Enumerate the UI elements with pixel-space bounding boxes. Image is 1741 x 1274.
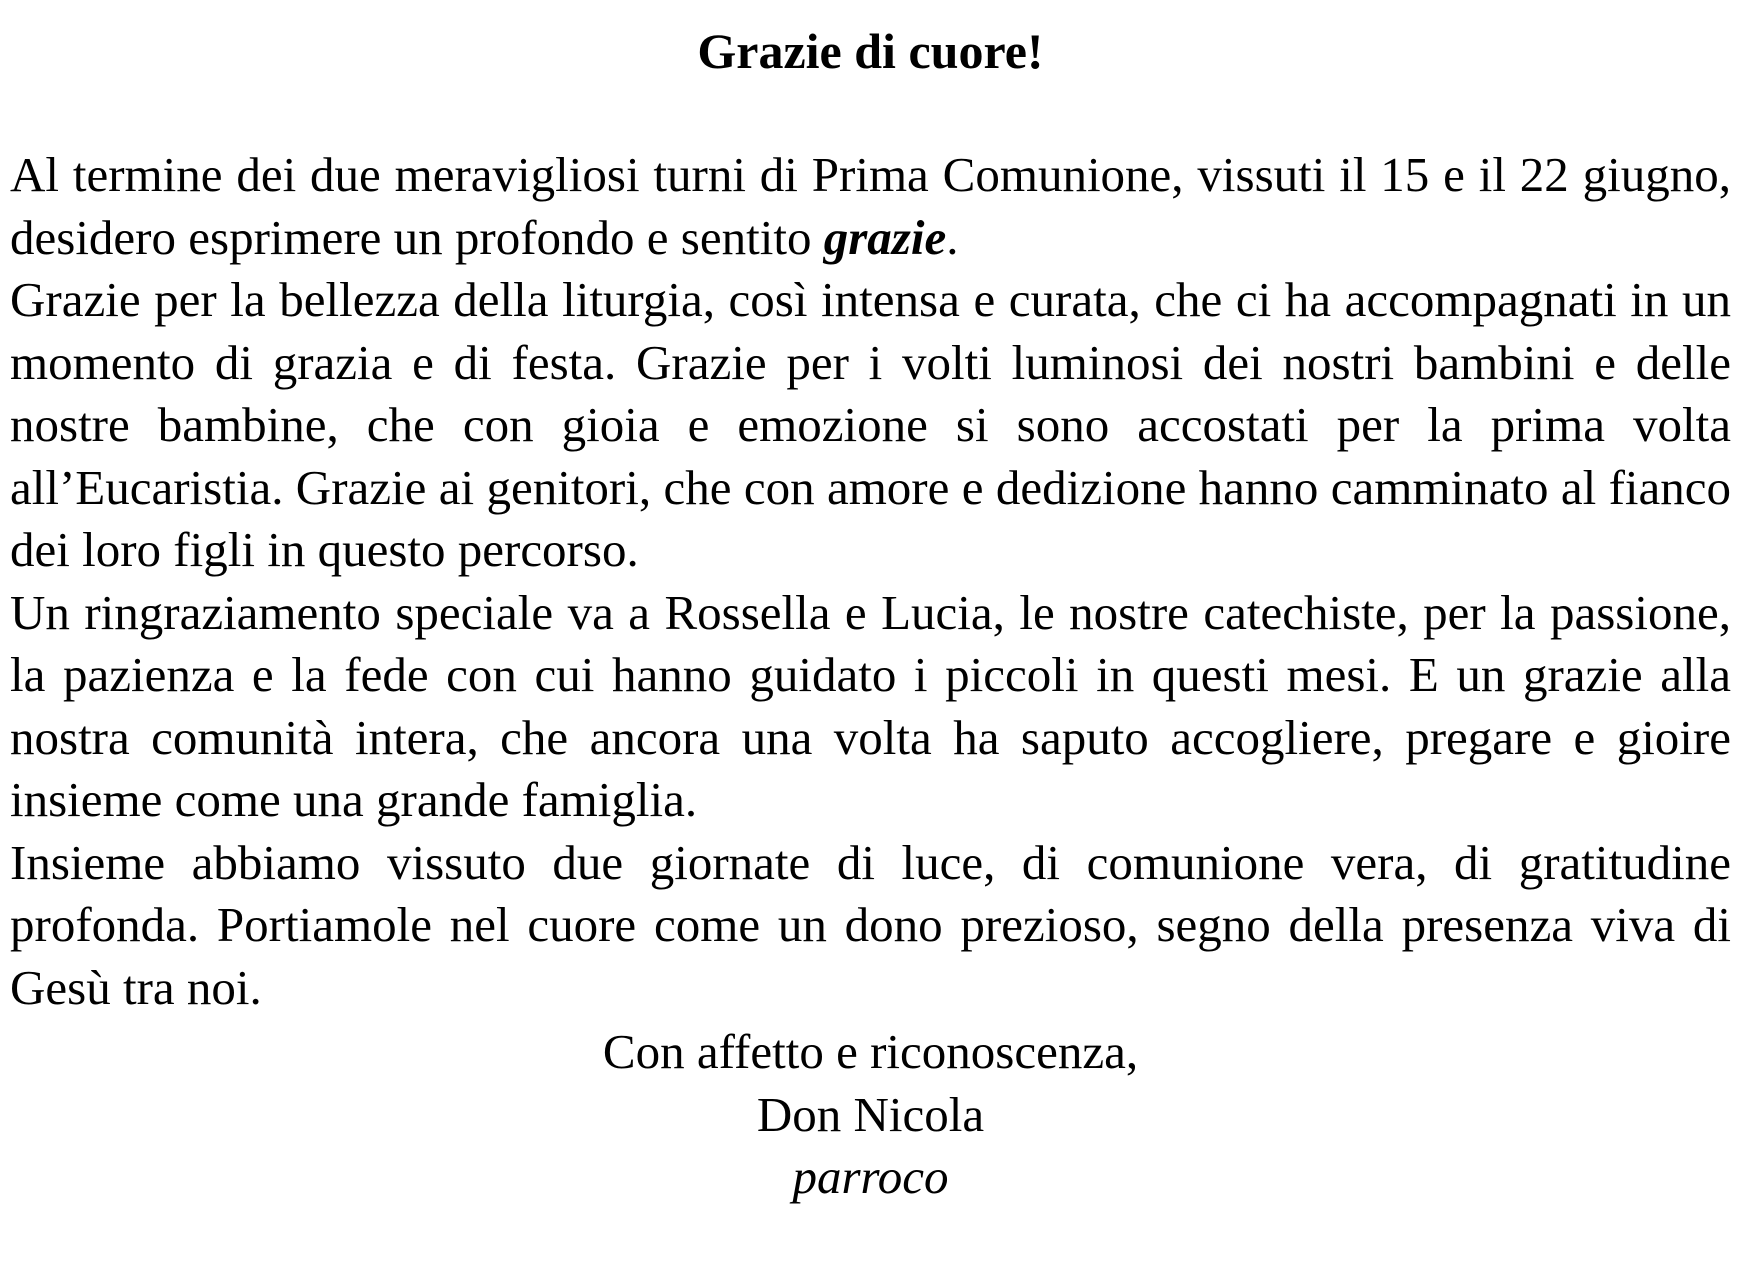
letter [10,20,1731,1209]
paragraph-intro-end: . [946,209,959,265]
letter-body [10,144,1731,1019]
paragraph-conclusion: Insieme abbiamo vissuto due giornate di luce, di comunione vera, di gratitudine profonda. Portiamole nel cuore come un dono prezioso, segno della presenza viva di Gesù tra noi. [10,834,1731,1015]
paragraph-thanks: Grazie per la bellezza della liturgia, così intensa e curata, che ci ha accompagnati in un momento di grazia e di festa. Grazie per i volti luminosi dei nostri bambini e delle nostre bambine, che con gioia e emozione si sono accostati per la prima volta all’Eucaristia. Grazie ai genitori, che con amore e dedizione hanno camminato al fianco dei loro figli in questo percorso. [10,272,1731,577]
paragraph-intro-emphasis: grazie [823,209,947,265]
closing-role: parroco [792,1149,949,1204]
closing-signature: Don Nicola [756,1086,985,1142]
paragraph-intro [10,144,1731,269]
paragraph-intro-text: Al termine dei due meravigliosi turni di Prima Comunione, vissuti il 15 e il 22 giugno, desidero esprimere un profondo e sentito [10,147,1731,265]
paragraph-special-thanks: Un ringraziamento speciale va a Rossella e Lucia, le nostre catechiste, per la passione, la pazienza e la fede con cui hanno guidato i piccoli in questi mesi. E un grazie alla nostra comunità intera, che ancora una volta ha saputo accogliere, pregare e gioire insieme come una grande famiglia. [10,584,1731,827]
closing-salutation: Con affetto e riconoscenza, [602,1024,1139,1079]
title-spacer [10,82,1731,144]
letter-closing [10,1021,1731,1209]
letter-title: Grazie di cuore! [697,23,1044,79]
